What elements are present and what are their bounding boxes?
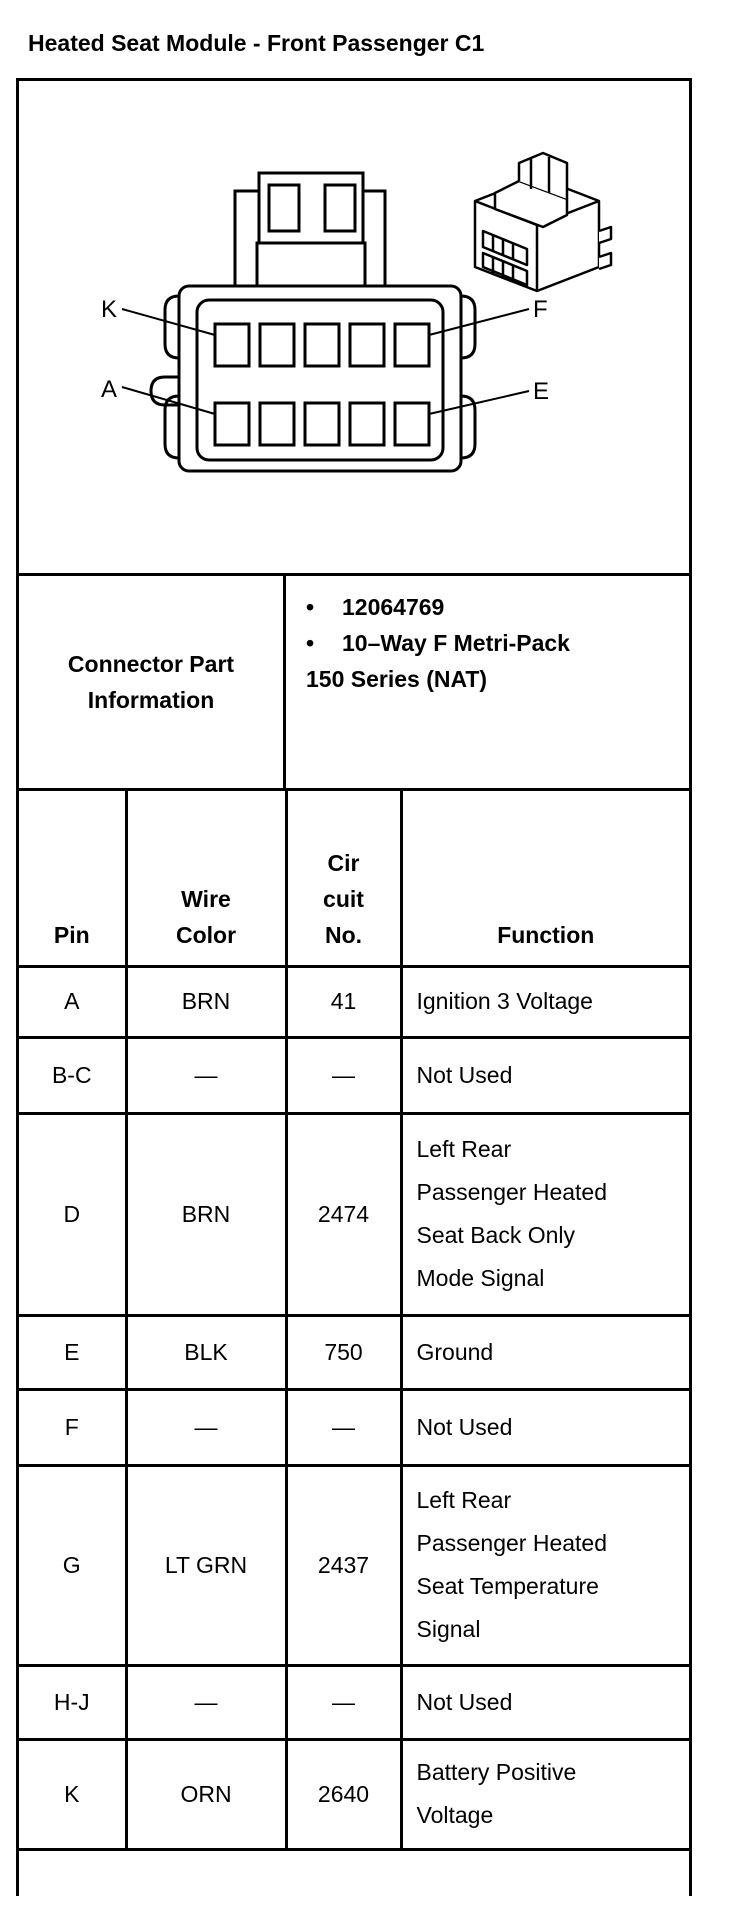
cell-circuit: 41 <box>286 966 401 1037</box>
cell-wire-color: BRN <box>126 1113 286 1315</box>
connector-part-information <box>19 576 689 791</box>
cell-function: Not Used <box>401 1389 689 1465</box>
header-wire-color: Wire Color <box>126 791 286 966</box>
cell-pin: B-C <box>19 1037 126 1113</box>
cell-wire-color: LT GRN <box>126 1465 286 1665</box>
pinout-table <box>19 791 689 1851</box>
cell-wire-color: BRN <box>126 966 286 1037</box>
cell-function: Battery Positive Voltage <box>401 1739 689 1849</box>
table-row <box>19 1389 689 1465</box>
cell-wire-color: — <box>126 1389 286 1465</box>
bullet-marker: • <box>306 630 315 656</box>
cell-function: Ignition 3 Voltage <box>401 966 689 1037</box>
cell-circuit: — <box>286 1389 401 1465</box>
cell-pin: G <box>19 1465 126 1665</box>
part-description-line1: 10–Way F Metri-Pack <box>342 630 570 656</box>
header-circuit-number: Cir cuit No. <box>286 791 401 966</box>
cell-circuit: 2640 <box>286 1739 401 1849</box>
part-description-line2: 150 Series (NAT) <box>306 666 488 692</box>
cell-circuit: — <box>286 1665 401 1739</box>
connector-part-info-label: Connector Part Information <box>19 576 286 788</box>
connector-part-info-values <box>286 576 689 788</box>
cell-pin: E <box>19 1315 126 1389</box>
connector-body <box>179 286 461 471</box>
cell-pin: K <box>19 1739 126 1849</box>
part-number-item <box>306 594 444 621</box>
cell-circuit: 750 <box>286 1315 401 1389</box>
cell-circuit: 2437 <box>286 1465 401 1665</box>
pin-label-a: A <box>101 376 118 403</box>
pin-label-e: E <box>533 378 550 405</box>
cell-pin: A <box>19 966 126 1037</box>
header-pin: Pin <box>19 791 126 966</box>
header-function: Function <box>401 791 689 966</box>
bullet-marker: • <box>306 594 315 620</box>
cell-wire-color: — <box>126 1037 286 1113</box>
cell-circuit: — <box>286 1037 401 1113</box>
cell-circuit: 2474 <box>286 1113 401 1315</box>
table-row <box>19 1465 689 1665</box>
page-title: Heated Seat Module - Front Passenger C1 <box>28 30 485 56</box>
cell-pin: D <box>19 1113 126 1315</box>
connector-isometric-drawing <box>475 153 611 291</box>
cell-function: Not Used <box>401 1037 689 1113</box>
latch-tab <box>257 243 365 291</box>
cell-pin: F <box>19 1389 126 1465</box>
table-row <box>19 1665 689 1739</box>
part-number: 12064769 <box>342 594 445 620</box>
cell-pin: H-J <box>19 1665 126 1739</box>
part-description-item <box>306 630 570 657</box>
pin-label-f: F <box>533 296 548 323</box>
cell-function: Left Rear Passenger Heated Seat Back Only Mode Signal <box>401 1113 689 1315</box>
cell-function: Not Used <box>401 1665 689 1739</box>
cell-wire-color: BLK <box>126 1315 286 1389</box>
connector-diagram <box>19 81 689 576</box>
cell-wire-color: ORN <box>126 1739 286 1849</box>
table-row <box>19 1113 689 1315</box>
table-row <box>19 966 689 1037</box>
cell-wire-color: — <box>126 1665 286 1739</box>
table-row <box>19 1315 689 1389</box>
pin-label-k: K <box>101 296 118 323</box>
cell-function: Left Rear Passenger Heated Seat Temperature Signal <box>401 1465 689 1665</box>
table-header-row <box>19 791 689 966</box>
cell-function: Ground <box>401 1315 689 1389</box>
table-row <box>19 1739 689 1849</box>
connector-face-drawing <box>19 81 689 573</box>
table-row <box>19 1037 689 1113</box>
connector-sheet <box>16 78 692 1896</box>
